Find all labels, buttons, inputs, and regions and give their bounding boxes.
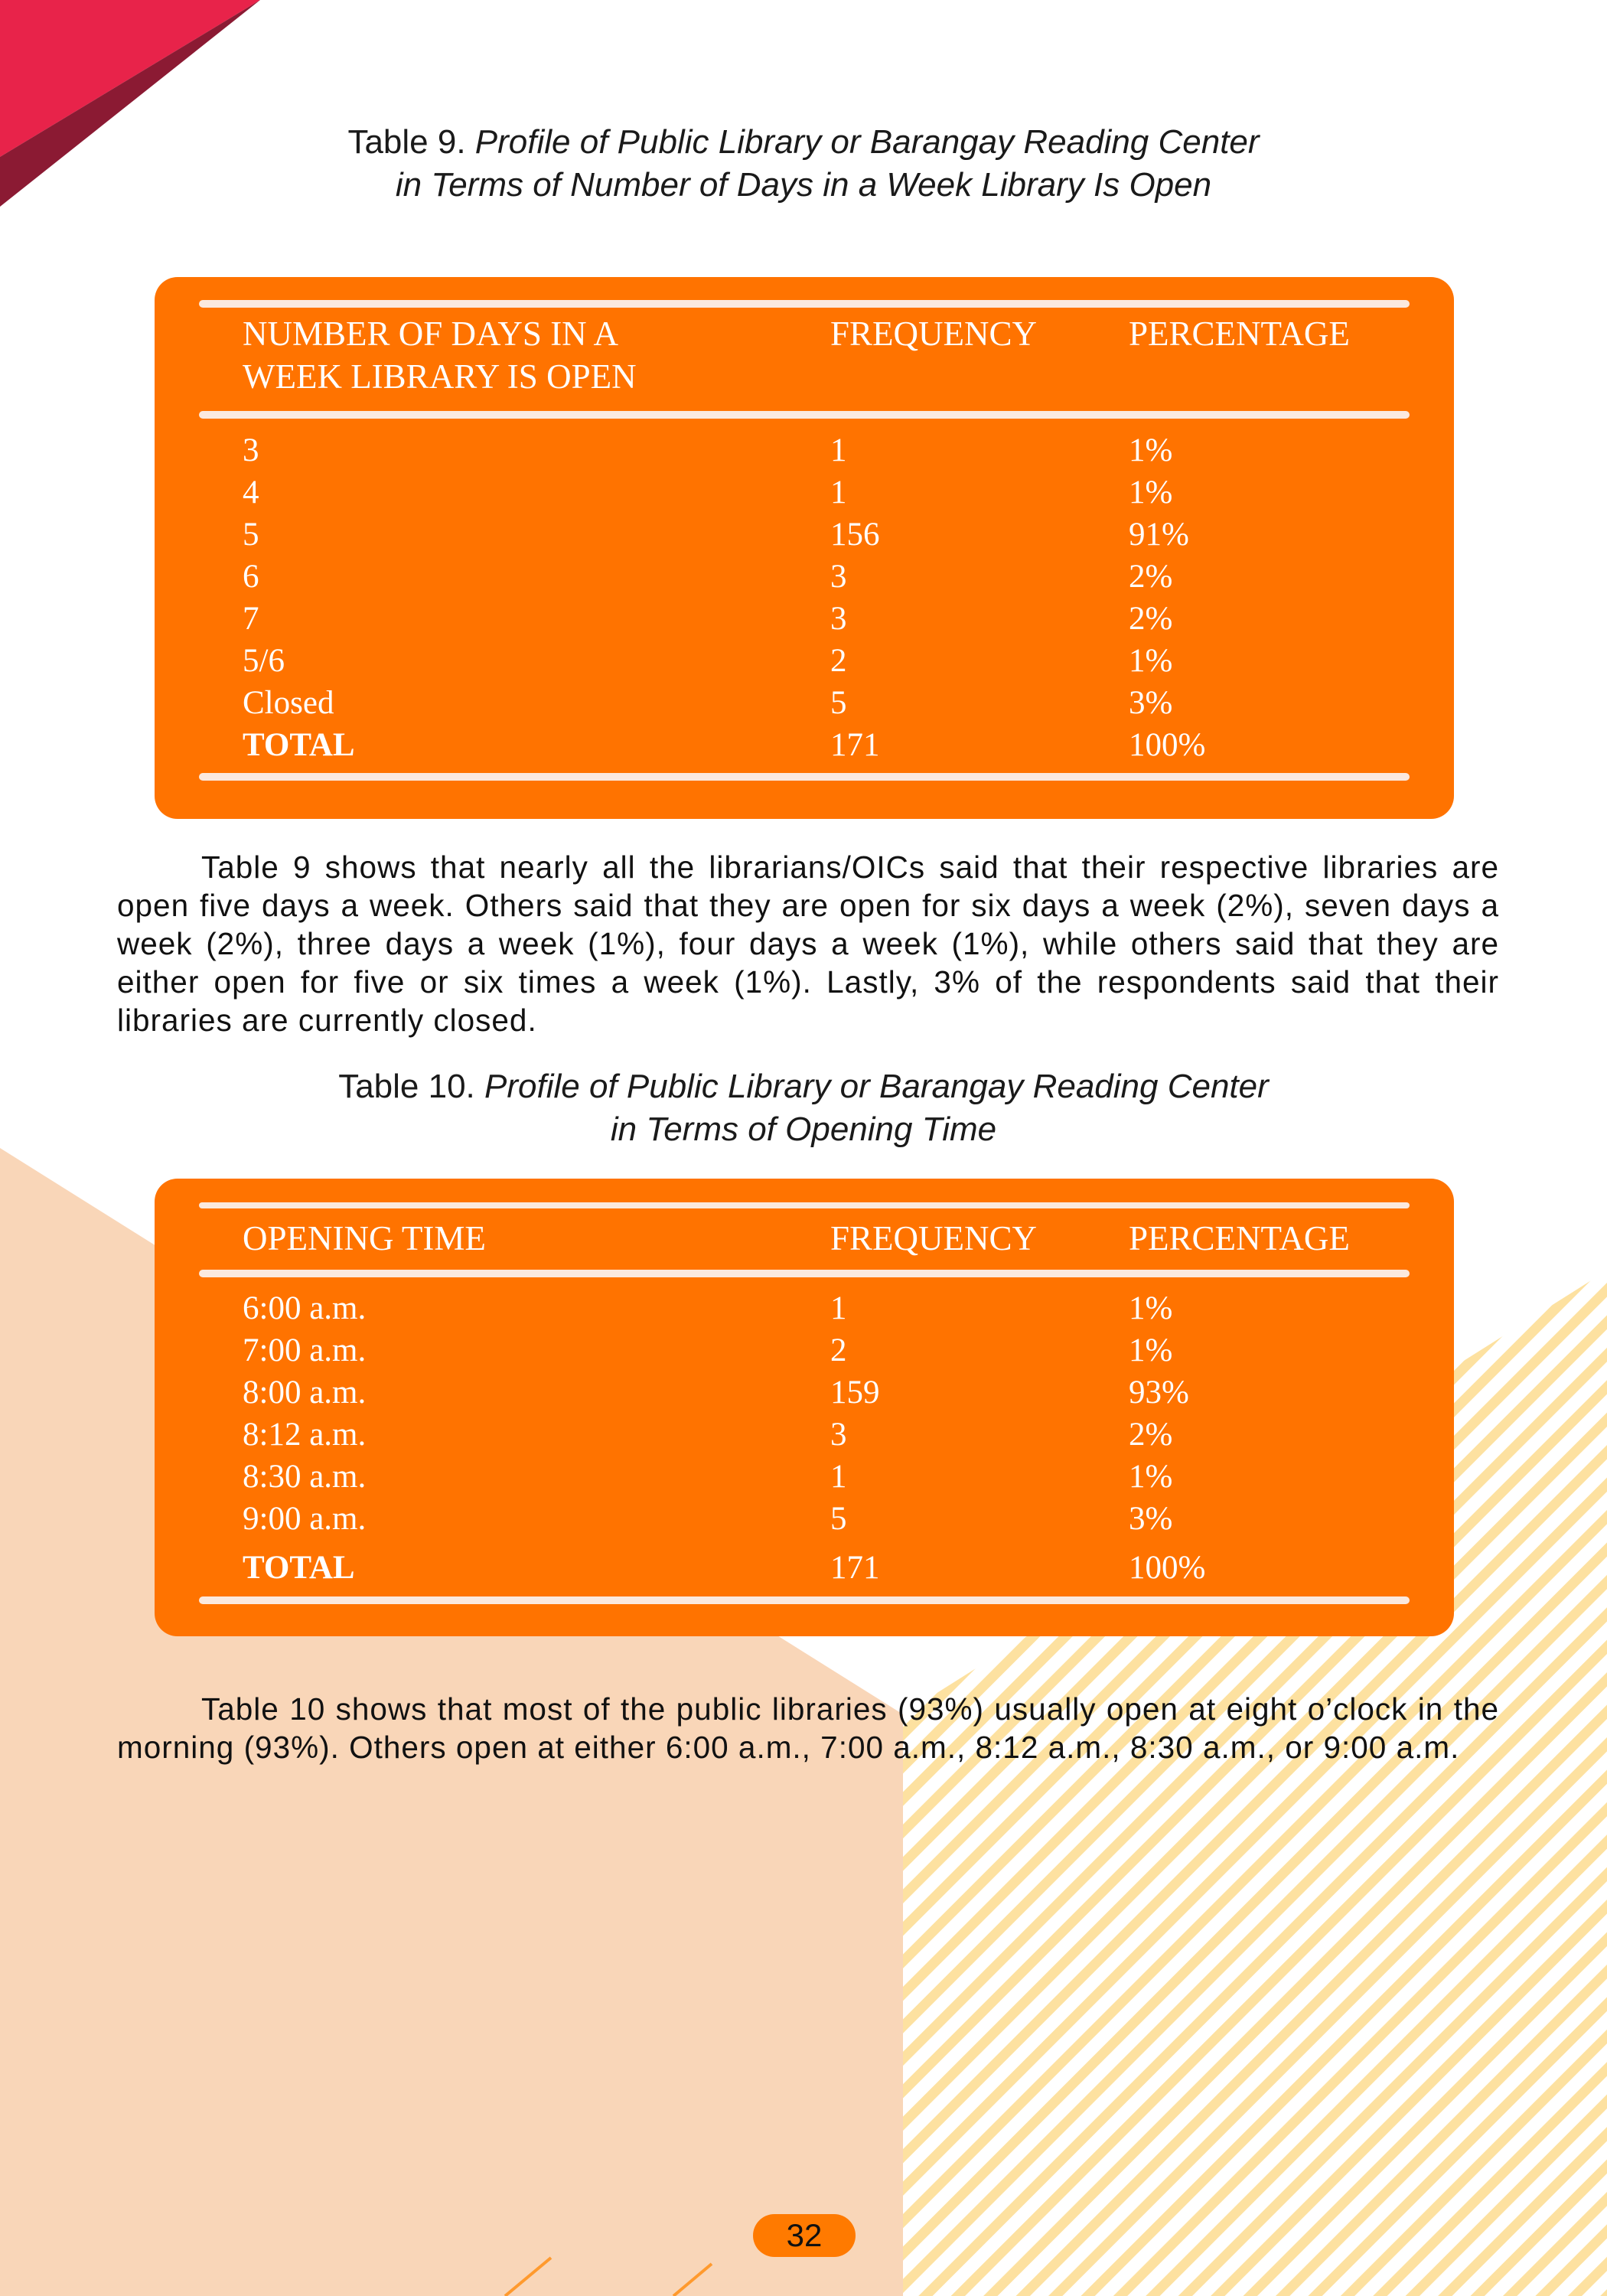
row-percentage: 91% (1129, 517, 1189, 553)
row-label: 7:00 a.m. (243, 1332, 367, 1368)
row-label: 6:00 a.m. (243, 1290, 367, 1326)
row-frequency: 156 (830, 517, 880, 553)
row-percentage: 2% (1129, 559, 1173, 595)
row-frequency: 1 (830, 1290, 847, 1326)
row-frequency: 2 (830, 643, 847, 679)
table-top-rule (199, 1202, 1410, 1208)
row-frequency: 1 (830, 475, 847, 510)
row-frequency: 5 (830, 1501, 847, 1537)
table9-header-days: NUMBER OF DAYS IN A WEEK LIBRARY IS OPEN (243, 315, 637, 396)
row-label: 6 (243, 559, 259, 595)
row-frequency: 5 (830, 685, 847, 721)
paragraph-table10-summary (117, 1690, 1499, 1766)
table9-caption-label: Table 9. (347, 123, 466, 161)
row-label: 8:12 a.m. (243, 1417, 367, 1453)
total-row-percentage: 100% (1129, 727, 1206, 763)
table10-caption (0, 1065, 1607, 1151)
row-frequency: 159 (830, 1375, 880, 1411)
table-header-rule (199, 411, 1410, 419)
row-frequency: 1 (830, 1459, 847, 1495)
table9-caption-title-line1: Profile of Public Library or Barangay Reading Center (474, 123, 1260, 161)
row-percentage: 1% (1129, 643, 1173, 679)
row-label: 3 (243, 432, 259, 468)
row-frequency: 3 (830, 1417, 847, 1453)
table9-header-frequency: FREQUENCY (830, 315, 1038, 353)
table10 (155, 1179, 1454, 1636)
row-label: 8:00 a.m. (243, 1375, 367, 1411)
row-frequency: 2 (830, 1332, 847, 1368)
table-top-rule (199, 300, 1410, 308)
table10-header-opening-time: OPENING TIME (243, 1219, 486, 1257)
table9-caption (0, 121, 1607, 207)
table-header-rule (199, 1270, 1410, 1277)
row-percentage: 1% (1129, 1290, 1173, 1326)
table10-caption-label: Table 10. (338, 1068, 475, 1105)
table9 (155, 277, 1454, 819)
table10-header-percentage: PERCENTAGE (1129, 1219, 1350, 1257)
row-label: Closed (243, 685, 334, 721)
paragraph-text: Table 10 shows that most of the public libraries (93%) usually open at eight o’clock in the morning (93%). Others open at either 6:00 a.m., 7:00 a.m., 8:12 a.m., 8:30 a.m., or 9:00 a.m. (117, 1691, 1499, 1765)
row-label: 9:00 a.m. (243, 1501, 367, 1537)
row-percentage: 1% (1129, 1459, 1173, 1495)
row-percentage: 3% (1129, 1501, 1173, 1537)
paragraph-table9-summary (117, 848, 1499, 1039)
table9-header-percentage: PERCENTAGE (1129, 315, 1350, 353)
row-label: 5/6 (243, 643, 285, 679)
row-label: 8:30 a.m. (243, 1459, 367, 1495)
row-label: 4 (243, 475, 259, 510)
row-frequency: 3 (830, 559, 847, 595)
row-percentage: 1% (1129, 475, 1173, 510)
total-row-frequency: 171 (830, 727, 880, 763)
total-row-label: TOTAL (243, 727, 355, 763)
table-bottom-rule (199, 1596, 1410, 1604)
table-bottom-rule (199, 773, 1410, 781)
table9-caption-title-line2: in Terms of Number of Days in a Week Library Is Open (395, 166, 1212, 204)
table10-caption-title-line1: Profile of Public Library or Barangay Reading Center (484, 1068, 1269, 1105)
row-percentage: 2% (1129, 601, 1173, 637)
row-percentage: 1% (1129, 432, 1173, 468)
total-row-frequency: 171 (830, 1550, 880, 1586)
row-label: 5 (243, 517, 259, 553)
row-percentage: 93% (1129, 1375, 1189, 1411)
row-percentage: 2% (1129, 1417, 1173, 1453)
row-percentage: 1% (1129, 1332, 1173, 1368)
table10-header-frequency: FREQUENCY (830, 1219, 1038, 1257)
page-number: 32 (753, 2214, 856, 2257)
total-row-label: TOTAL (243, 1550, 355, 1586)
row-percentage: 3% (1129, 685, 1173, 721)
total-row-percentage: 100% (1129, 1550, 1206, 1586)
row-frequency: 3 (830, 601, 847, 637)
row-label: 7 (243, 601, 259, 637)
table10-caption-title-line2: in Terms of Opening Time (610, 1110, 997, 1148)
paragraph-text: Table 9 shows that nearly all the librarians/OICs said that their respective libraries are open five days a week. Others said that they are open for six days a week (2%), seven days a week (2%), three days a week (1%), four days a week (1%), while others said that they are either open for five or six times a week (1%). Lastly, 3% of the respondents said that their libraries are currently closed. (117, 850, 1499, 1038)
row-frequency: 1 (830, 432, 847, 468)
